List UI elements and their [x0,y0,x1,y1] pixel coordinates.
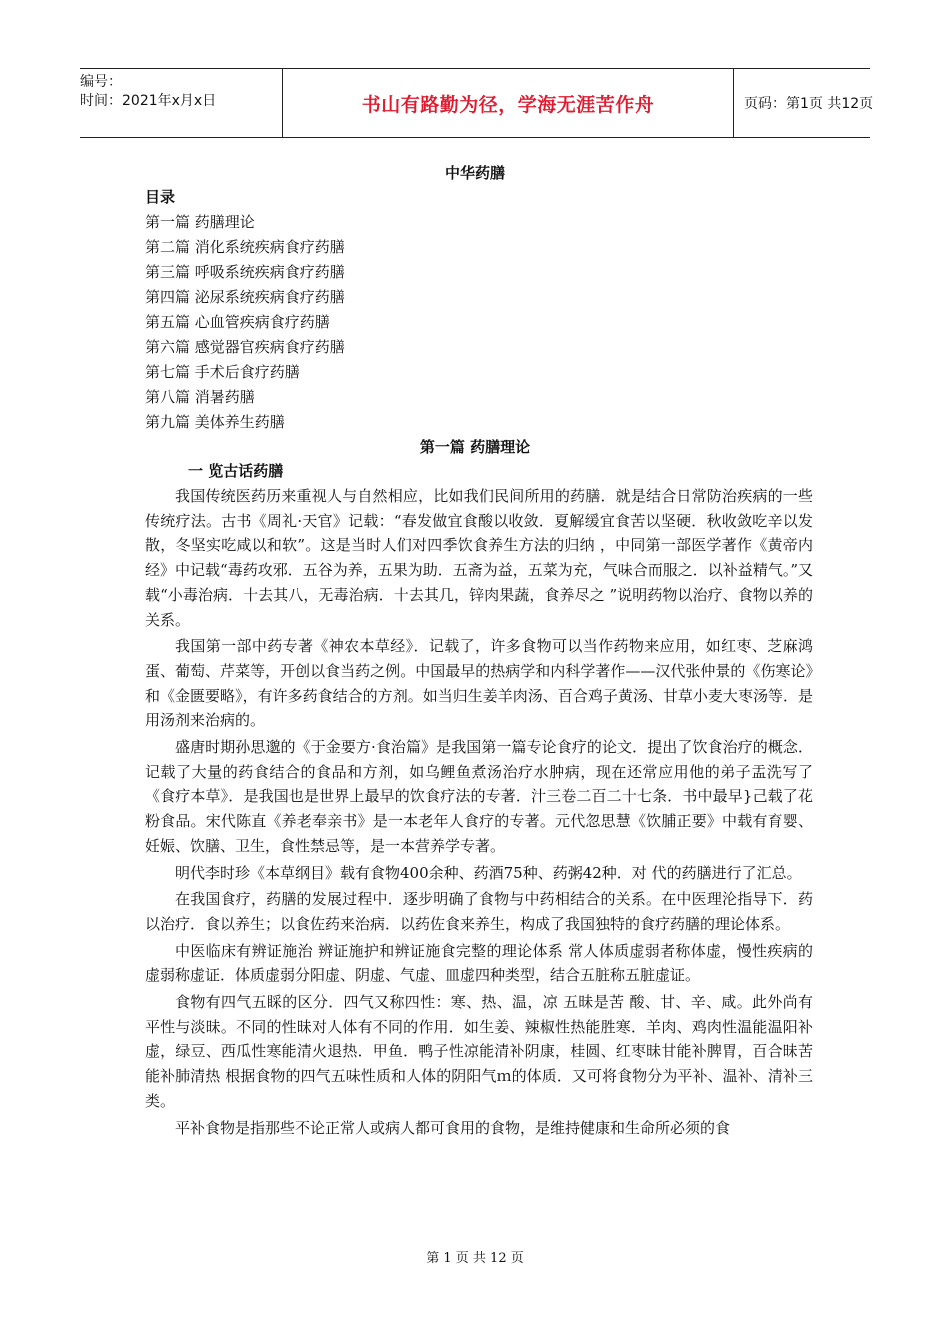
page-header [80,68,874,138]
paragraph: 我国传统医药历来重视人与自然相应，比如我们民间所用的药膳．就是结合日常防治疾病的一些传统疗法。古书《周礼·天官》记载：“春发做宜食酸以收敛．夏解缓宜食苦以坚硬．秋收敛吃辛以发散，冬坚实吃咸以和软”。这是当时人们对四季饮食养生方法的归纳 ，中同第一部医学著作《黄帝内经》中记载“毒药攻邪．五谷为养，五果为助．五斋为益，五菜为充，气味合而服之．以补益精气。”又载“小毒治病．十去其八，无毒治病．十去其几，锌肉果蔬，食养尽之 ”说明药物以治疗、食物以养的关系。 [145,487,813,629]
table-of-contents [145,210,345,435]
section-title: 第一篇 药膳理论 [419,438,531,456]
toc-item: 第六篇 感觉器官疾病食疗药膳 [145,338,345,356]
header-page-info: 页码：第1页 共12页 [744,96,874,112]
paragraph: 平补食物是指那些不论正常人或病人都可食用的食物，是维持健康和生命所必须的食 [175,1118,731,1137]
subsection-title: 一 览古话药膳 [188,462,284,480]
paragraph: 中医临床有辨证施治 辨证施护和辨证施食完整的理论体系 常人体质虚弱者称体虚，慢性疾病的虚弱称虚证．体质虚弱分阳虚、阴虚、气虚、皿虚四种类型，结合五脏称五脏虚证。 [145,941,813,985]
toc-item: 第三篇 呼吸系统疾病食疗药膳 [145,263,345,281]
header-meta [80,69,280,141]
header-date-label: 时间：2021年x月x日 [80,93,217,109]
toc-item: 第八篇 消暑药膳 [145,388,255,406]
toc-item: 第二篇 消化系统疾病食疗药膳 [145,238,345,256]
toc-item: 第五篇 心血管疾病食疗药膳 [145,313,330,331]
toc-heading: 目录 [145,188,176,206]
toc-item: 第四篇 泌尿系统疾病食疗药膳 [145,288,345,306]
paragraph: 我国第一部中药专著《神农本草经》．记载了，许多食物可以当作药物来应用，如红枣、芝麻鸿蛋、葡萄、芹菜等，开创以食当药之例。中国最早的热病学和内科学著作——汉代张仲景的《伤寒论》和《金匮要略》，有许多药食结合的方剂。如当归生姜羊肉汤、百合鸡子黄汤、甘草小麦大枣汤等．是用汤剂来治病的。 [145,637,813,730]
paragraph: 食物有四气五睬的区分．四气又称四性：寒、热、温，凉 五昧是苦 酸、甘、辛、咸。此外尚有平性与淡昧。不同的性昧对人体有不同的作用．如生姜、辣椒性热能胜寒．羊肉、鸡肉性温能温阳补虚，绿豆、西瓜性寒能清火退热．甲鱼．鸭子性凉能清补阴康，桂圆、红枣昧甘能补脾胃，百合昧苦能补肺清热 根据食物的四气五味性质和人体的阴阳气ｍ的体质．又可将食物分为平补、温补、清补三类。 [145,993,813,1110]
paragraph: 盛唐时期孙思邈的《于金要方·食治篇》是我国第一篇专论食疗的论文．提出了饮食治疗的概念．记载了大量的药食结合的食品和方剂，如乌鲤鱼煮汤治疗水肿病，现在还常应用他的弟子盂洗写了《食疗本草》．是我国也是世界上最早的饮食疗法的专著．汁三卷二百二十七条．书中最早}己载了花粉食品。宋代陈直《养老奉亲书》是一本老年人食疗的专著。元代忽思慧《饮脯正要》中载有育婴、妊娠、饮膳、卫生，食性禁忌等，是一本营养学专著。 [145,738,813,855]
header-motto: 书山有路勤为径，学海无涯苦作舟 [282,69,734,137]
toc-item: 第九篇 美体养生药膳 [145,413,285,431]
toc-item: 第七篇 手术后食疗药膳 [145,363,300,381]
document-title: 中华药膳 [444,164,505,182]
toc-item: 第一篇 药膳理论 [145,213,255,231]
paragraph: 在我国食疗，药膳的发展过程中．逐步明确了食物与中药相结合的关系。在中医理沦指导下．药以治疗．食以养生；以食佐药来治病．以药佐食来养生，构成了我国独特的食疗药膳的理论体系。 [145,890,813,933]
header-number-label: 编号： [80,74,122,90]
page-footer: 第 1 页 共 12 页 [426,1251,524,1266]
body-text [145,484,813,1142]
paragraph: 明代李时珍《本草纲目》载有食物400余种、药酒75种、药粥42种．对 代的药膳进行了汇总。 [175,863,802,882]
